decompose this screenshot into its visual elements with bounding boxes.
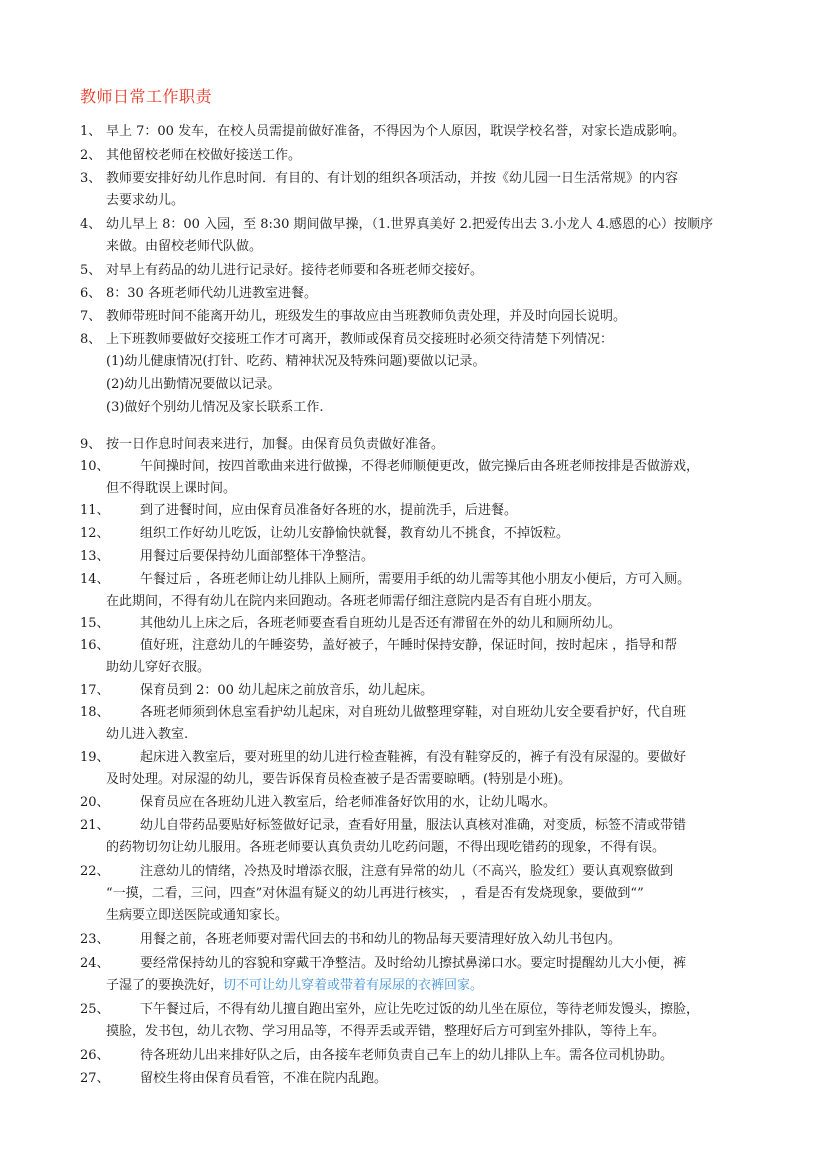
duty-item-line	[0, 635, 827, 657]
sub-item-line	[0, 374, 827, 396]
item-number: 3、	[80, 171, 102, 186]
item-text: (3)做好个别幼儿情况及家长联系工作.	[106, 400, 324, 415]
item-number: 22、	[80, 864, 110, 879]
item-text: 到了进餐时间，应由保育员准备好各班的水，提前洗手，后进餐。	[140, 503, 518, 518]
duty-item-line	[0, 1021, 827, 1043]
item-text: 来做。由留校老师代队做。	[106, 239, 263, 254]
duty-item-line	[0, 260, 827, 282]
duty-item-line	[0, 569, 827, 591]
item-text: 但不得耽误上课时间。	[106, 481, 237, 496]
duty-item-line	[0, 121, 827, 143]
item-text: 教师要安排好幼儿作息时间．有目的、有计划的组织各项活动，并按《幼儿园一日生活常规》的内容	[106, 171, 679, 186]
item-number: 1、	[80, 124, 102, 139]
item-number: 23、	[80, 932, 110, 947]
item-number: 18、	[80, 705, 110, 720]
item-text: 去要求幼儿。	[106, 193, 185, 208]
item-text: 值好班，注意幼儿的午睡姿势，盖好被子，午睡时保持安静，保证时间，按时起床 ，指导和帮	[140, 638, 678, 653]
item-number: 8、	[80, 332, 102, 347]
duty-item-line	[0, 905, 827, 927]
duty-item-line	[0, 500, 827, 522]
item-text: 其他幼儿上床之后，各班老师要查看自班幼儿是否还有滞留在外的幼儿和厕所幼儿。	[140, 616, 622, 631]
item-number: 20、	[80, 795, 110, 810]
item-text: 保育员到 2：00 幼儿起床之前放音乐，幼儿起床。	[140, 683, 434, 698]
item-number: 4、	[80, 217, 102, 232]
item-text: 午餐过后 ，各班老师让幼儿排队上厕所，需要用手纸的幼儿需等其他小朋友小便后，方可入厕。	[140, 572, 691, 587]
duty-item-line	[0, 657, 827, 679]
item-number: 5、	[80, 263, 102, 278]
item-number: 12、	[80, 526, 110, 541]
duty-item-line	[0, 523, 827, 545]
item-text: 在此期间，不得有幼儿在院内来回跑动。各班老师需仔细注意院内是否有自班小朋友。	[106, 594, 601, 609]
item-number: 11、	[80, 503, 110, 518]
item-text: 保育员应在各班幼儿进入教室后，给老师准备好饮用的水，让幼儿喝水。	[140, 795, 557, 810]
item-text: 午间操时间，按四首歌曲来进行做操，不得老师顺便更改，做完操后由各班老师按排是否做游戏，	[140, 459, 700, 474]
item-text: 幼儿自带药品要贴好标签做好记录，查看好用量，服法认真核对准确，对变质，标签不清或带错	[140, 818, 687, 833]
duty-item-line	[0, 702, 827, 724]
item-text: 子湿了的要换洗好，切不可让幼儿穿着或带着有尿尿的衣裤回家。	[106, 978, 484, 993]
item-text: 要经常保持幼儿的容貌和穿戴干净整洁。及时给幼儿擦拭鼻涕口水。要定时提醒幼儿大小便，裤	[140, 956, 687, 971]
item-number: 24、	[80, 956, 110, 971]
item-text: (2)幼儿出勤情况要做以记录。	[106, 377, 281, 392]
item-number: 26、	[80, 1048, 110, 1063]
duty-item-line	[0, 145, 827, 167]
duty-item-line	[0, 883, 827, 905]
duty-item-line	[0, 837, 827, 859]
sub-item-line	[0, 351, 827, 373]
duty-item-line	[0, 190, 827, 212]
item-number: 16、	[80, 638, 110, 653]
item-number: 15、	[80, 616, 110, 631]
item-text: 各班老师须到休息室看护幼儿起床，对自班幼儿做整理穿鞋，对自班幼儿安全要看护好，代自班	[140, 705, 687, 720]
item-text: 生病要立即送医院或通知家长。	[106, 908, 289, 923]
item-number: 10、	[80, 459, 110, 474]
item-text: 对早上有药品的幼儿进行记录好。接待老师要和各班老师交接好。	[106, 263, 484, 278]
duty-item-line	[0, 975, 827, 997]
duty-item-line	[0, 680, 827, 702]
duty-item-line	[0, 861, 827, 883]
item-number: 19、	[80, 750, 110, 765]
item-number: 17、	[80, 683, 110, 698]
item-text: 用餐过后要保持幼儿面部整体干净整洁。	[140, 549, 375, 564]
item-text: “一摸，二看，三问，四查”对休温有疑义的幼儿再进行核实， ，看是否有发烧现象，要做到“”	[106, 886, 644, 901]
duty-item-line	[0, 613, 827, 635]
item-text: 的药物切勿让幼儿服用。各班老师要认真负责幼儿吃药问题，不得出现吃错药的现象，不得有误。	[106, 840, 666, 855]
duty-item-line	[0, 329, 827, 351]
item-number: 25、	[80, 1002, 110, 1017]
item-text: 留校生将由保育员看管，不准在院内乱跑。	[140, 1071, 388, 1086]
item-text: 助幼儿穿好衣服。	[106, 660, 211, 675]
item-text: 下午餐过后，不得有幼儿擅自跑出室外，应让先吃过饭的幼儿坐在原位，等待老师发馒头，擦脸，	[140, 1002, 700, 1017]
duty-item-line	[0, 236, 827, 258]
duty-item-line	[0, 724, 827, 746]
item-text: 8：30 各班老师代幼儿进教室进餐。	[106, 286, 317, 301]
duty-item-line	[0, 747, 827, 769]
item-text: 幼儿早上 8：00 入园，至 8:30 期间做早操，（1.世界真美好 2.把爱传出去 3.小龙人 4.感恩的心）按顺序	[106, 217, 714, 232]
item-text: 起床进入教室后，要对班里的幼儿进行检查鞋裤，有没有鞋穿反的，裤子有没有尿湿的。要做好	[140, 750, 687, 765]
highlighted-text: 切不可让幼儿穿着或带着有尿尿的衣裤回家。	[223, 978, 484, 993]
item-number: 13、	[80, 549, 110, 564]
item-text: 及时处理。对尿湿的幼儿，要告诉保育员检查被子是否需要晾晒。(特别是小班)。	[106, 772, 572, 787]
item-number: 14、	[80, 572, 110, 587]
duty-item-line	[0, 815, 827, 837]
item-number: 9、	[80, 437, 102, 452]
item-text: 上下班教师要做好交接班工作才可离开，教师或保育员交接班时必须交待清楚下列情况：	[106, 332, 614, 347]
item-text: 其他留校老师在校做好接送工作。	[106, 148, 302, 163]
document-title: 教师日常工作职责	[80, 87, 213, 106]
item-text: 教师带班时间不能离开幼儿，班级发生的事故应由当班教师负责处理，并及时向园长说明。	[106, 309, 627, 324]
item-number: 6、	[80, 286, 102, 301]
sub-item-line	[0, 397, 827, 419]
duty-item-line	[0, 456, 827, 478]
duty-item-line	[0, 792, 827, 814]
duty-item-line	[0, 929, 827, 951]
item-text: 待各班幼儿出来排好队之后，由各接车老师负责自己车上的幼儿排队上车。需各位司机协助。	[140, 1048, 674, 1063]
item-number: 2、	[80, 148, 102, 163]
duty-item-line	[0, 1045, 827, 1067]
item-text: 注意幼儿的情绪，冷热及时增添衣服，注意有异常的幼儿（不高兴，脸发红）要认真观察做到	[140, 864, 674, 879]
duty-item-line	[0, 306, 827, 328]
duty-item-line	[0, 478, 827, 500]
duty-item-line	[0, 546, 827, 568]
item-number: 21、	[80, 818, 110, 833]
item-text: 用餐之前，各班老师要对需代回去的书和幼儿的物品每天要清理好放入幼儿书包内。	[140, 932, 622, 947]
duty-item-line	[0, 283, 827, 305]
item-text: 幼儿进入教室.	[106, 727, 189, 742]
item-number: 7、	[80, 309, 102, 324]
duty-item-line	[0, 434, 827, 456]
duty-item-line	[0, 769, 827, 791]
item-text: 摸脸，发书包，幼儿衣物、学习用品等，不得弄丢或弄错，整理好后方可到室外排队，等待上车。	[106, 1024, 666, 1039]
duty-item-line	[0, 999, 827, 1021]
duty-item-line	[0, 168, 827, 190]
item-text: 组织工作好幼儿吃饭，让幼儿安静愉快就餐，教育幼儿不挑食，不掉饭粒。	[140, 526, 570, 541]
duty-item-line	[0, 591, 827, 613]
item-text: (1)幼儿健康情况(打针、吃药、精神状况及特殊问题)要做以记录。	[106, 354, 486, 369]
duty-item-line	[0, 214, 827, 236]
duty-item-line	[0, 953, 827, 975]
item-number: 27、	[80, 1071, 110, 1086]
duty-item-line	[0, 1068, 827, 1090]
item-text: 早上 7：00 发车，在校人员需提前做好准备，不得因为个人原因，耽误学校名誉，对家长造成影响。	[106, 124, 686, 139]
item-text: 按一日作息时间表来进行，加餐。由保育员负责做好准备。	[106, 437, 445, 452]
